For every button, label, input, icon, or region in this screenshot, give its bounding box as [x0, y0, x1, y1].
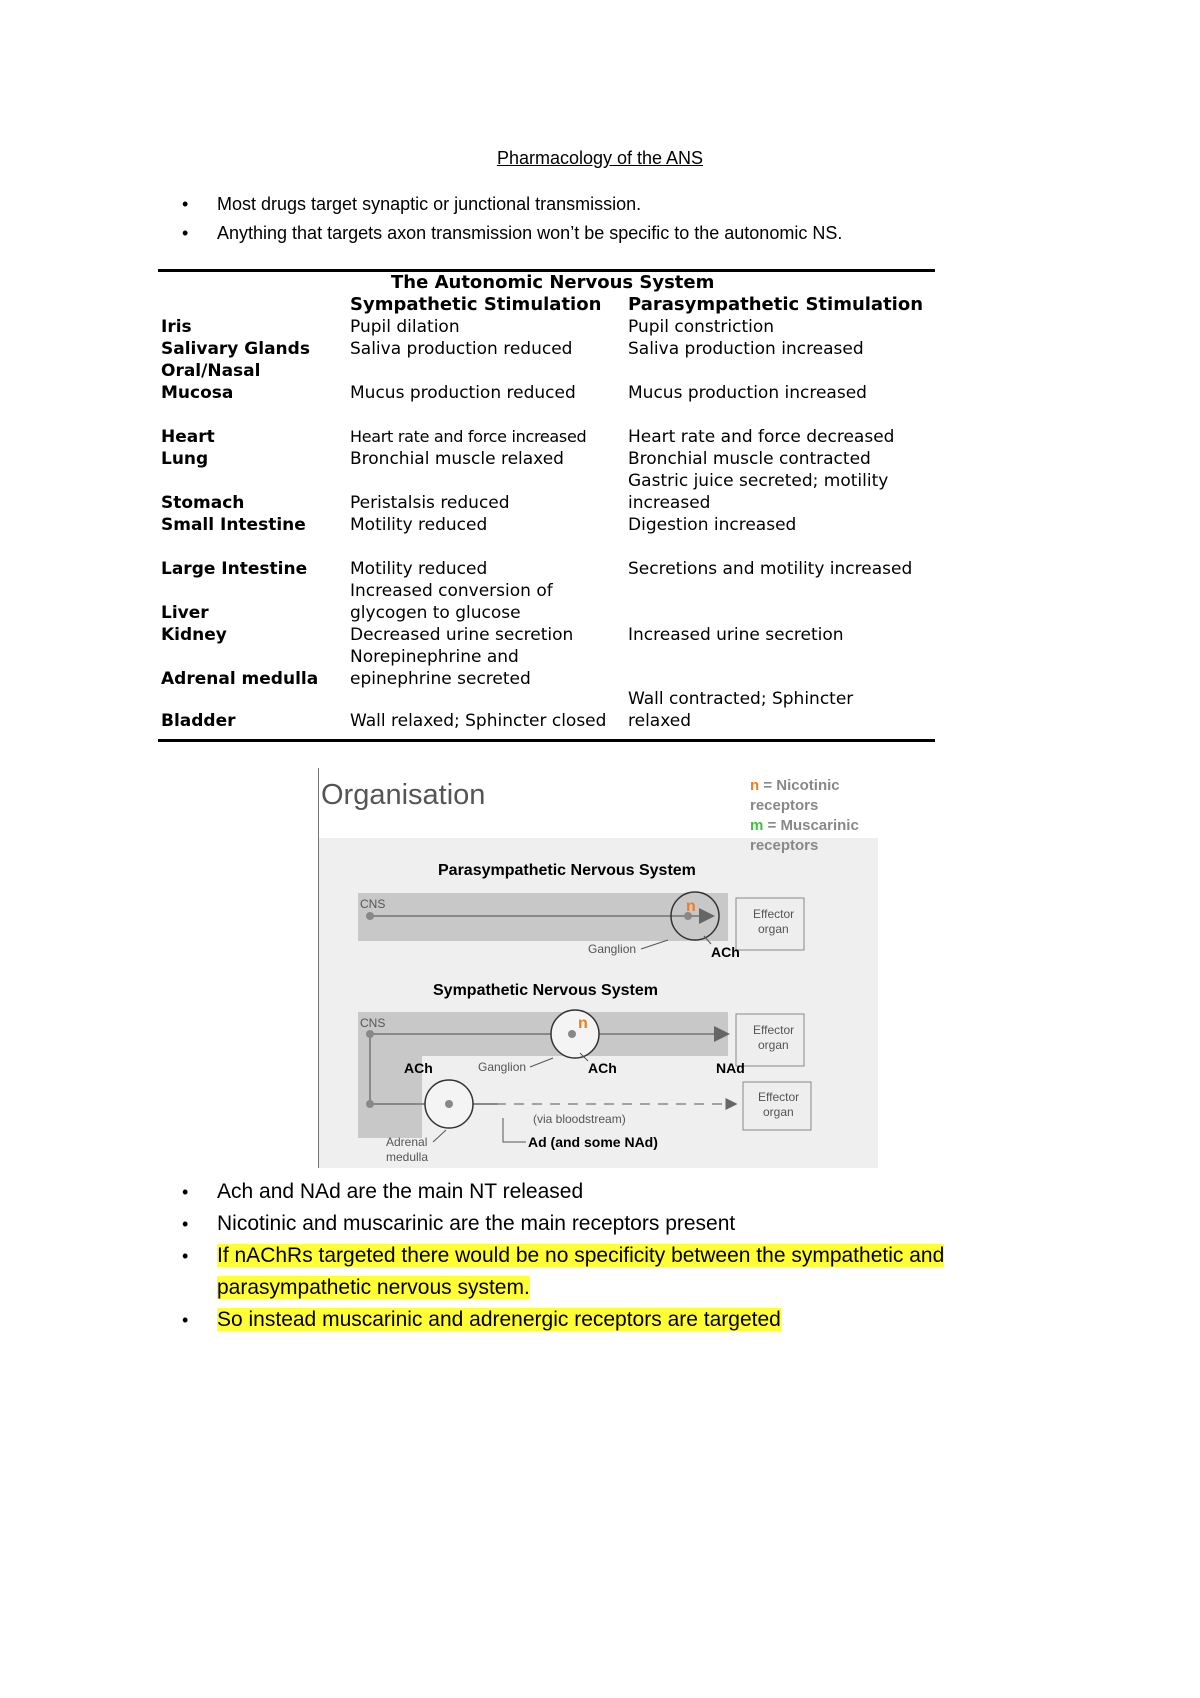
- medulla-label: medulla: [386, 1150, 429, 1164]
- nad-label: NAd: [716, 1060, 745, 1076]
- parasympathetic-effect: Increased urine secretion: [628, 625, 844, 645]
- organ-oral-nasal-mucosa: Oral/Nasal Mucosa: [161, 361, 261, 403]
- sympathetic-effect: Pupil dilation: [350, 317, 460, 337]
- parasympathetic-effect: Wall contracted; Sphincter relaxed: [628, 689, 854, 731]
- page-title: Pharmacology of the ANS: [496, 148, 704, 168]
- organ-small-intestine: Small Intestine: [161, 515, 306, 535]
- diagram-title: Organisation: [321, 779, 486, 811]
- cns-neuron: [366, 1100, 374, 1108]
- summary-bullet-highlighted: • If nAChRs targeted there would be no specificity between the sympathetic and parasympathetic nervous system.: [180, 1240, 1010, 1304]
- intro-bullet: • Most drugs target synaptic or junctional transmission.: [180, 193, 842, 222]
- organ-lung: Lung: [161, 449, 209, 469]
- legend-n-receptors: receptors: [750, 797, 819, 814]
- organ-kidney: Kidney: [161, 625, 227, 645]
- summary-bullet-list: [180, 1176, 1010, 1336]
- legend-m: m = Muscarinic: [750, 817, 859, 834]
- sympathetic-effect: Increased conversion of glycogen to glucose: [350, 581, 553, 623]
- organ-label: organ: [758, 922, 789, 936]
- adrenal-neuron: [445, 1100, 453, 1108]
- legend-n: n = Nicotinic: [750, 777, 840, 794]
- ganglion-neuron: [568, 1030, 576, 1038]
- ganglion-label: Ganglion: [588, 942, 637, 956]
- sympathetic-title: Sympathetic Nervous System: [433, 982, 658, 999]
- organ-iris: Iris: [161, 317, 192, 337]
- organ-label: organ: [763, 1105, 794, 1119]
- cns-label: CNS: [360, 897, 386, 911]
- cns-neuron: [366, 912, 374, 920]
- sympathetic-effect: Motility reduced: [350, 515, 488, 535]
- sympathetic-effect: Saliva production reduced: [350, 339, 573, 359]
- parasympathetic-effect: Saliva production increased: [628, 339, 864, 359]
- summary-bullet: • Nicotinic and muscarinic are the main receptors present: [180, 1208, 1010, 1240]
- parasympathetic-effect: Mucus production increased: [628, 383, 867, 403]
- organ-heart: Heart: [161, 427, 215, 447]
- nicotinic-marker: n: [578, 1015, 588, 1032]
- ganglion-label: Ganglion: [478, 1060, 527, 1074]
- parasympathetic-effect: Digestion increased: [628, 515, 797, 535]
- organisation-diagram-svg: [318, 768, 878, 1168]
- summary-bullet-highlighted: • So instead muscarinic and adrenergic receptors are targeted: [180, 1304, 1010, 1336]
- intro-bullet-list: [180, 193, 842, 251]
- summary-bullet: • Ach and NAd are the main NT released: [180, 1176, 1010, 1208]
- ad-label: Ad (and some NAd): [528, 1134, 658, 1150]
- parasympathetic-effect: Secretions and motility increased: [628, 559, 913, 579]
- header-parasympathetic: Parasympathetic Stimulation: [628, 294, 924, 315]
- organ-salivary-glands: Salivary Glands: [161, 339, 310, 359]
- effector-label: Effector: [753, 907, 795, 921]
- via-bloodstream-label: (via bloodstream): [533, 1112, 626, 1126]
- sympathetic-effect: Motility reduced: [350, 559, 488, 579]
- effector-label: Effector: [758, 1090, 800, 1104]
- adrenal-label: Adrenal: [386, 1135, 428, 1149]
- organ-bladder: Bladder: [161, 711, 236, 731]
- sympathetic-effect: Peristalsis reduced: [350, 493, 510, 513]
- effector-label: Effector: [753, 1023, 795, 1037]
- ach-label: ACh: [588, 1060, 617, 1076]
- sympathetic-effect: Wall relaxed; Sphincter closed: [350, 711, 607, 731]
- sympathetic-effect: Mucus production reduced: [350, 383, 576, 403]
- intro-bullet: • Anything that targets axon transmission won’t be specific to the autonomic NS.: [180, 222, 842, 251]
- table-caption: The Autonomic Nervous System: [391, 272, 715, 293]
- sympathetic-effect: Heart rate and force increased: [350, 427, 587, 446]
- organisation-diagram: [318, 768, 878, 1168]
- sympathetic-effect: Norepinephrine and epinephrine secreted: [350, 647, 531, 689]
- legend-m-receptors: receptors: [750, 837, 819, 854]
- organ-adrenal-medulla: Adrenal medulla: [161, 669, 319, 689]
- organ-label: organ: [758, 1038, 789, 1052]
- parasympathetic-effect: Bronchial muscle contracted: [628, 449, 871, 469]
- nicotinic-marker: n: [686, 898, 696, 915]
- parasympathetic-effect: Pupil constriction: [628, 317, 775, 337]
- ach-label: ACh: [404, 1060, 433, 1076]
- ach-label: ACh: [711, 944, 740, 960]
- parasympathetic-title: Parasympathetic Nervous System: [438, 862, 696, 879]
- sympathetic-effect: Decreased urine secretion: [350, 625, 574, 645]
- organ-stomach: Stomach: [161, 493, 245, 513]
- cns-label: CNS: [360, 1016, 386, 1030]
- ans-table: [158, 269, 935, 742]
- header-sympathetic: Sympathetic Stimulation: [350, 294, 602, 315]
- parasympathetic-effect: Heart rate and force decreased: [628, 427, 895, 447]
- organ-liver: Liver: [161, 603, 209, 623]
- parasympathetic-effect: Gastric juice secreted; motility increased: [628, 471, 889, 513]
- organ-large-intestine: Large Intestine: [161, 559, 308, 579]
- sympathetic-effect: Bronchial muscle relaxed: [350, 449, 564, 469]
